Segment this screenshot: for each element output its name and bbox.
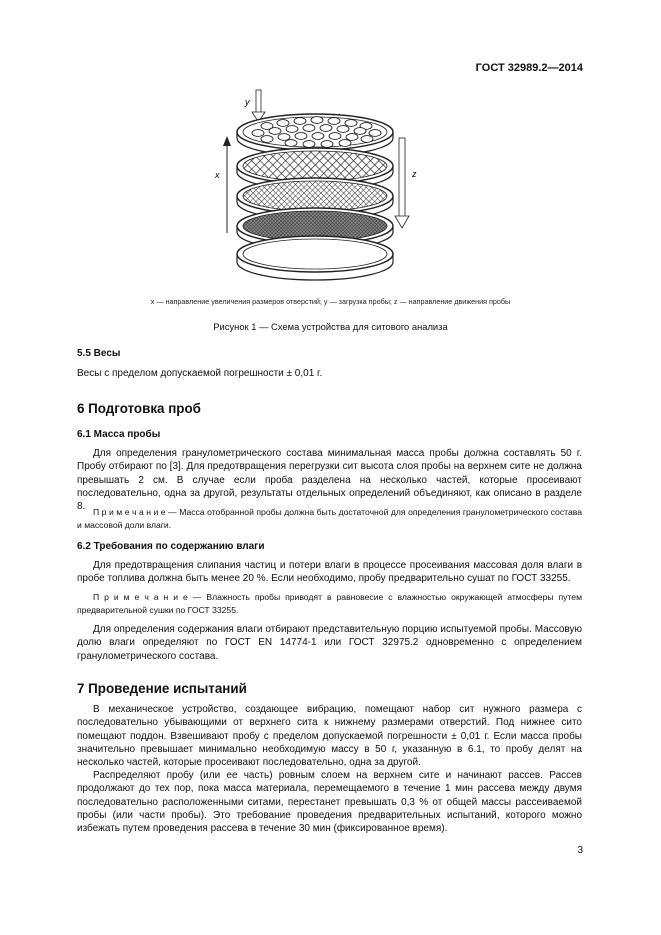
- section-6-2-text-2: Для определения содержания влаги отбирают представительную порцию испытуемой пробы. Массовую долю влаги определяют по ГОСТ EN 14774-1 или ГОСТ 32975.2 одновременно с определением гранулометрического состава.: [77, 624, 582, 662]
- figure-legend: x — направление увеличения размеров отверстий; y — загрузка пробы; z — направление движения пробы: [150, 297, 511, 306]
- section-6-1-title: 6.1 Масса пробы: [77, 429, 161, 440]
- z-label: z: [412, 169, 417, 179]
- section-7-paragraph-1: В механическое устройство, создающее вибрацию, помещают набор сит нужного размера с последовательно убывающими от верхнего сита к нижнему размерами отверстий. Под нижнее сито помещают поддон. Взвешивают пробу с пределом допускаемой погрешности ± 0,01 г. Если масса пробы значительно превышает минимально необходимую массу в 50 г, указанную в 6.1, то пробу делят на несколько частей, которые просеивают последовательно, одна за другой.: [77, 704, 582, 769]
- section-6-2-note: П р и м е ч а н и е — Влажность пробы приводят в равновесие с влажностью окружающей атмосферы путем предварительной сушки по ГОСТ 33255.: [77, 592, 582, 615]
- section-6-2-text-1: Для предотвращения слипания частиц и потери влаги в процессе просеивания массовая доля влаги в пробе топлива должна быть менее 20 %. Если необходимо, пробу предварительно сушат по ГОСТ 33255.: [77, 560, 582, 585]
- x-label: x: [215, 170, 220, 180]
- section-6-title: 6 Подготовка проб: [77, 401, 201, 416]
- section-7-title: 7 Проведение испытаний: [77, 681, 247, 696]
- x-direction-arrow: [223, 136, 231, 233]
- page-number: 3: [577, 845, 583, 856]
- y-label: y: [245, 97, 250, 107]
- sieve-diagram: [205, 88, 435, 288]
- section-6-1-note: П р и м е ч а н и е — Масса отобранной пробы должна быть достаточной для определения гранулометрического состава и массовой доли влаги.: [77, 507, 582, 530]
- figure-caption: Рисунок 1 — Схема устройства для ситового анализа: [213, 321, 448, 332]
- section-5-5-title: 5.5 Весы: [77, 348, 121, 359]
- collection-pan: [237, 236, 393, 280]
- section-6-2-title: 6.2 Требования по содержанию влаги: [77, 541, 265, 552]
- section-7-paragraph-2: Распределяют пробу (или ее часть) ровным слоем на верхнем сите и начинают рассев. Рассев продолжают до тех пор, пока масса материала, перемещаемого в течение 1 мин рассева между двумя последовательно расположенными ситами, перестанет превышать 0,3 % от общей массы рассеиваемой пробы (или части пробы). Это требование проведения предварительных испытаний, которого можно избежать путем проведения рассева в течение 30 мин (фиксированное время).: [77, 770, 582, 835]
- section-5-5-text: Весы с пределом допускаемой погрешности ± 0,01 г.: [77, 368, 323, 379]
- document-code: ГОСТ 32989.2—2014: [475, 62, 583, 74]
- y-loading-arrow: [252, 90, 265, 122]
- section-6-1-text: Для определения гранулометрического состава минимальная масса пробы должна составлять 50 г. Пробу отбирают по [3]. Для предотвращения перегрузки сит высота слоя пробы на верхнем сите не должна превышать 2 см. В случае если проба разделена на несколько частей, которые просеивают последовательно, одна за другой, результаты отдельных определений объединяют, как описано в разделе 8.: [77, 448, 582, 513]
- z-direction-arrow: [395, 138, 409, 228]
